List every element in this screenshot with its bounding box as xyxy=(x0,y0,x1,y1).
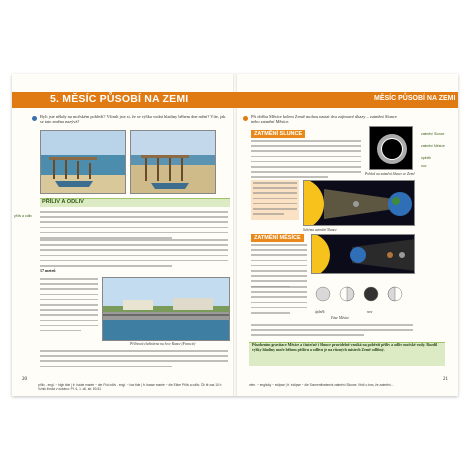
closing-text xyxy=(251,324,413,340)
lunar-eclipse-scheme-illustration xyxy=(312,235,415,274)
heading-lunar-eclipse: ZATMĚNÍ MĚSÍCE xyxy=(251,234,304,242)
solar-eclipse-scheme xyxy=(303,180,415,226)
lunar-eclipse-text-2 xyxy=(251,286,307,317)
tip-box-text xyxy=(253,182,297,218)
chapter-title-right: MĚSÍC PŮSOBÍ NA ZEMI xyxy=(374,95,456,102)
page-number-right: 21 xyxy=(443,377,448,382)
solar-eclipse-photo xyxy=(369,126,413,170)
book-gutter xyxy=(233,74,237,396)
beach-high-tide-illustration xyxy=(41,131,126,194)
right-intro-text: Při oběhu Měsíce kolem Země mohou nastat dva zajímavé úkazy – zatmění Slunce nebo zatmění Měsíce. xyxy=(251,114,397,125)
intro-text: Byli jste někdy na mořském pobřeží? Všimli jste si, že se výška vodní hladiny během dne mění? Víte, jak se tato změna nazývá? xyxy=(40,114,226,125)
power-station-illustration xyxy=(103,278,230,341)
power-station-photo xyxy=(102,277,230,341)
summary-text: Působením gravitace Měsíce a částečně i Slunce pravidelně vzniká na pobřeží příliv a odliv mořské vody. Rozdíl výšky hladiny moře během přílivu a odlivu je na různých místech Země odlišný. xyxy=(252,343,438,352)
footer-right: něm. ~ englicky ~ eclipse | fr. éclipse ~ die Sonnenfinsternis zatmění Slunce: Vědí o tom, že zatmění... xyxy=(249,383,394,387)
body-paragraph-3 xyxy=(40,278,98,335)
body-paragraph-2 xyxy=(40,239,228,270)
body-paragraph-1 xyxy=(40,211,228,242)
solar-eclipse-illustration xyxy=(370,127,413,170)
solar-eclipse-scheme-illustration xyxy=(304,181,415,226)
margin-note-sun-eclipse: zatmění Slunce xyxy=(421,132,445,136)
margin-note-moon-eclipse: zatmění Měsíce xyxy=(421,144,445,148)
tide-height-note: 17 metrů xyxy=(40,268,56,273)
margin-note-full-moon: úplněk xyxy=(421,156,431,160)
beach-low-tide-illustration xyxy=(131,131,216,194)
phase-label-new: nov xyxy=(367,310,373,314)
margin-note: příliv a odliv xyxy=(14,214,32,218)
question-icon xyxy=(32,116,37,121)
info-icon xyxy=(243,116,248,121)
margin-note-new-moon: nov xyxy=(421,164,427,168)
power-station-caption: Přílivová elektrárna na řece Rance (Francie) xyxy=(130,342,196,346)
beach-photo-low-tide xyxy=(130,130,216,194)
body-paragraph-4 xyxy=(40,350,228,371)
moon-phases-illustration xyxy=(313,280,413,310)
phases-caption: Fáze Měsíce xyxy=(331,316,350,320)
beach-photo-high-tide xyxy=(40,130,126,194)
lunar-eclipse-scheme xyxy=(311,234,415,274)
heading-solar-eclipse: ZATMĚNÍ SLUNCE xyxy=(251,130,305,138)
footer-left: příliv - engl. ~ high tide | fr. haute marée ~ der Flut odliv - engl. ~ low tide | fr. basse marée ~ die Ebbe Příliv a odliv: Čtí tě zas 10 h Vznik života v oceánu: Př. 6, 1. díl, str. 50-51 xyxy=(38,383,222,391)
right-page xyxy=(235,74,458,396)
lunar-eclipse-text xyxy=(251,244,307,291)
page-number-left: 20 xyxy=(22,377,27,382)
textbook-spread xyxy=(12,74,458,396)
phase-label-full: úplněk xyxy=(315,310,325,314)
scheme-caption: Schéma zatmění Slunce xyxy=(303,228,337,232)
section-heading: PŘÍLIV A ODLIV xyxy=(42,199,84,205)
eclipse-photo-caption: Pohled na zatmění Slunce ze Země xyxy=(365,172,415,176)
left-page xyxy=(12,74,235,396)
chapter-title: 5. MĚSÍC PŮSOBÍ NA ZEMI xyxy=(50,93,189,105)
solar-eclipse-text xyxy=(251,140,361,182)
moon-phases-diagram xyxy=(313,280,413,310)
